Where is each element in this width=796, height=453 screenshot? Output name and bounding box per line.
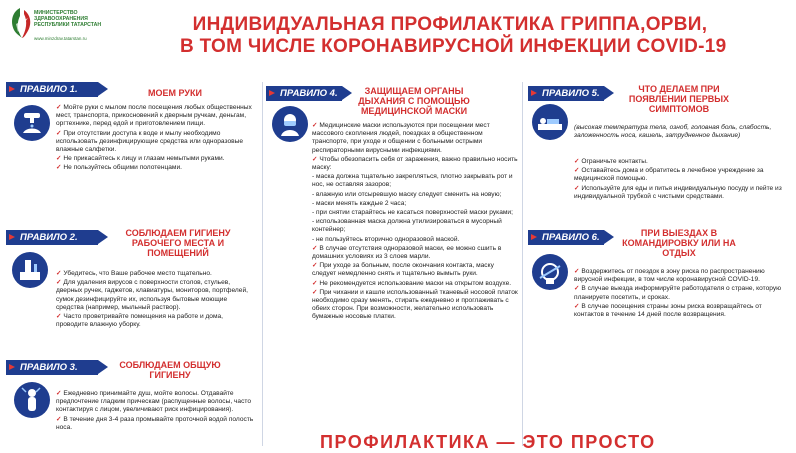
rule-4-line: ✓ При чихании и кашле использованный тканевый носовой платок необходимо сразу менять, стирать ежедневно и проглаживать с обеих сторон. При возможности, желательно использовать бумажные носовые платки. bbox=[312, 288, 518, 321]
rule-6-line: ✓ В случае посещения страны зоны риска возвращайтесь от контактов в течение 14 дней после возвращения. bbox=[574, 302, 762, 319]
rule-4-heading: ЗАЩИЩАЕМ ОРГАНЫ ДЫХАНИЯ С ПОМОЩЬЮ МЕДИЦИНСКОЙ МАСКИ bbox=[358, 86, 470, 116]
column-divider bbox=[522, 82, 523, 446]
ministry-emblem-icon bbox=[6, 4, 36, 44]
rule-1-line: ✓ Не пользуйтесь общими полотенцами. bbox=[56, 164, 182, 172]
rule-5-intro: (высокая температура тела, озноб, головная боль, слабость, заложенность носа, кашель, затрудненное дыхание) bbox=[574, 124, 772, 140]
rule-1-heading: МОЕМ РУКИ bbox=[148, 88, 202, 98]
rule-5-line: ✓ Оставайтесь дома и обратитесь в лечебное учреждение за медицинской помощью. bbox=[574, 167, 764, 183]
footer-slogan: ПРОФИЛАКТИКА — ЭТО ПРОСТО bbox=[320, 432, 656, 452]
rule-1-line: ✓ При отсутствии доступа к воде и мылу необходимо использовать дезинфицирующие средства или одноразовые влажные салфетки. bbox=[56, 129, 244, 154]
rule-6-label: ПРАВИЛО 6. bbox=[528, 230, 604, 245]
rule-4-text bbox=[312, 122, 518, 323]
hand-washing-icon bbox=[14, 105, 50, 141]
cleaning-icon bbox=[12, 252, 48, 288]
rule-4-line: - при снятии старайтесь не касаться поверхностей маски руками; bbox=[312, 209, 513, 217]
rule-4-line: - не пользуйтесь вторично одноразовой маской. bbox=[312, 235, 460, 243]
rule-1-label: ПРАВИЛО 1. bbox=[6, 82, 98, 97]
rule-5-label: ПРАВИЛО 5. bbox=[528, 86, 604, 101]
rule-2-line: ✓ Для удаления вирусов с поверхности столов, стульев, дверных ручек, гаджетов, клавиатуры, мониторов, портфелей, сумок дезинфицируйте их, используя бытовые моющие средства (например, мыльный раствор). bbox=[56, 279, 248, 311]
page-title bbox=[180, 14, 727, 58]
rule-5-line: ✓ Ограничьте контакты. bbox=[574, 158, 648, 165]
rule-3-label: ПРАВИЛО 3. bbox=[6, 360, 98, 375]
rule-3-line: ✓ В течение дня 3-4 раза промывайте проточной водой полость носа. bbox=[56, 415, 254, 431]
rule-4-line: ✓ Чтобы обезопасить себя от заражения, важно правильно носить маску: bbox=[312, 155, 518, 172]
rule-4-line: - маски менять каждые 2 часа; bbox=[312, 199, 407, 207]
rule-2-heading: СОБЛЮДАЕМ ГИГИЕНУ РАБОЧЕГО МЕСТА И ПОМЕЩЕНИЙ bbox=[125, 228, 231, 258]
mask-icon bbox=[272, 106, 308, 142]
logo-line1: МИНИСТЕРСТВО ЗДРАВООХРАНЕНИЯ bbox=[34, 10, 88, 22]
rule-4-line: - использованная маска должна утилизироваться в мусорный контейнер; bbox=[312, 218, 502, 234]
rule-1-line: ✓ Не прикасайтесь к лицу и глазам немытыми руками. bbox=[56, 155, 225, 163]
rule-4-line: ✓ В случае отсутствия одноразовой маски, ее можно сшить в домашних условиях из 3 слоев марли. bbox=[312, 244, 502, 261]
logo-text bbox=[34, 10, 124, 28]
rule-6-text bbox=[574, 268, 786, 320]
rule-4-label: ПРАВИЛО 4. bbox=[266, 86, 342, 101]
rule-4-line: - влажную или отсыревшую маску следует сменить на новую; bbox=[312, 190, 502, 198]
logo-url: www.minzdrav.tatarstan.ru bbox=[34, 36, 87, 41]
logo-line2: РЕСПУБЛИКИ ТАТАРСТАН bbox=[34, 22, 102, 28]
rule-2-label: ПРАВИЛО 2. bbox=[6, 230, 98, 245]
rule-4-line: - маска должна тщательно закрепляться, плотно закрывать рот и нос, не оставляя зазоров; bbox=[312, 173, 513, 189]
rule-2-text bbox=[56, 270, 256, 330]
sick-bed-icon bbox=[532, 104, 568, 140]
rule-6-line: ✓ В случае выезда информируйте работодателя о стране, которую планируете посетить, и сроках. bbox=[574, 285, 782, 301]
rule-4-line: ✓ При уходе за больным, после окончания контакта, маску следует немедленно снять и тщательно вымыть руки. bbox=[312, 262, 494, 278]
rule-5-text bbox=[574, 158, 786, 202]
rule-3-heading: СОБЛЮДАЕМ ОБЩУЮ ГИГИЕНУ bbox=[119, 360, 221, 380]
rule-5-line: ✓ Используйте для еды и питья индивидуальную посуду и пейте из индивидуальной трубкой с чистыми средствами. bbox=[574, 184, 782, 200]
rule-4-line: ✓ Медицинские маски используются при посещении мест массового скопления людей, поездках в общественном транспорте, при уходе и общении с больными острыми респираторными вирусными инфекциями. bbox=[312, 122, 490, 154]
shower-icon bbox=[14, 382, 50, 418]
rule-2-line: ✓ Убедитесь, что Ваше рабочее место тщательно. bbox=[56, 270, 212, 277]
rule-1-text bbox=[56, 104, 256, 174]
rule-5-heading: ЧТО ДЕЛАЕМ ПРИ ПОЯВЛЕНИИ ПЕРВЫХ СИМПТОМОВ bbox=[628, 84, 730, 114]
rule-4-line: ✓ Не рекомендуется использование маски на открытом воздухе. bbox=[312, 279, 512, 287]
title-line2: В ТОМ ЧИСЛЕ КОРОНАВИРУСНОЙ ИНФЕКЦИИ COVID-19 bbox=[180, 36, 727, 57]
title-line1: ИНДИВИДУАЛЬНАЯ ПРОФИЛАКТИКА ГРИППА,ОРВИ, bbox=[192, 14, 708, 35]
column-divider bbox=[262, 82, 263, 446]
rule-3-line: ✓ Ежедневно принимайте душ, мойте волосы. Отдавайте предпочтение гладким прическам (распущенные волосы, часто контактируя с лицом, увеличивают риск инфицирования). bbox=[56, 390, 251, 414]
travel-icon bbox=[532, 254, 568, 290]
rule-6-heading: ПРИ ВЫЕЗДАХ В КОМАНДИРОВКУ ИЛИ НА ОТДЫХ bbox=[622, 228, 736, 258]
rule-2-line: ✓ Часто проветривайте помещения на работе и дома, проводите влажную уборку. bbox=[56, 313, 224, 329]
rule-1-line: ✓ Мойте руки с мылом после посещения любых общественных мест, транспорта, прикосновений к дверным ручкам, деньгам, оргтехнике, перед едой и приготовлением пищи. bbox=[56, 104, 252, 128]
rule-3-text bbox=[56, 390, 256, 433]
rule-6-line: ✓ Воздержитесь от поездок в зону риска по распространению вирусной инфекции, в том числе коронавирусной COVID-19. bbox=[574, 268, 765, 284]
